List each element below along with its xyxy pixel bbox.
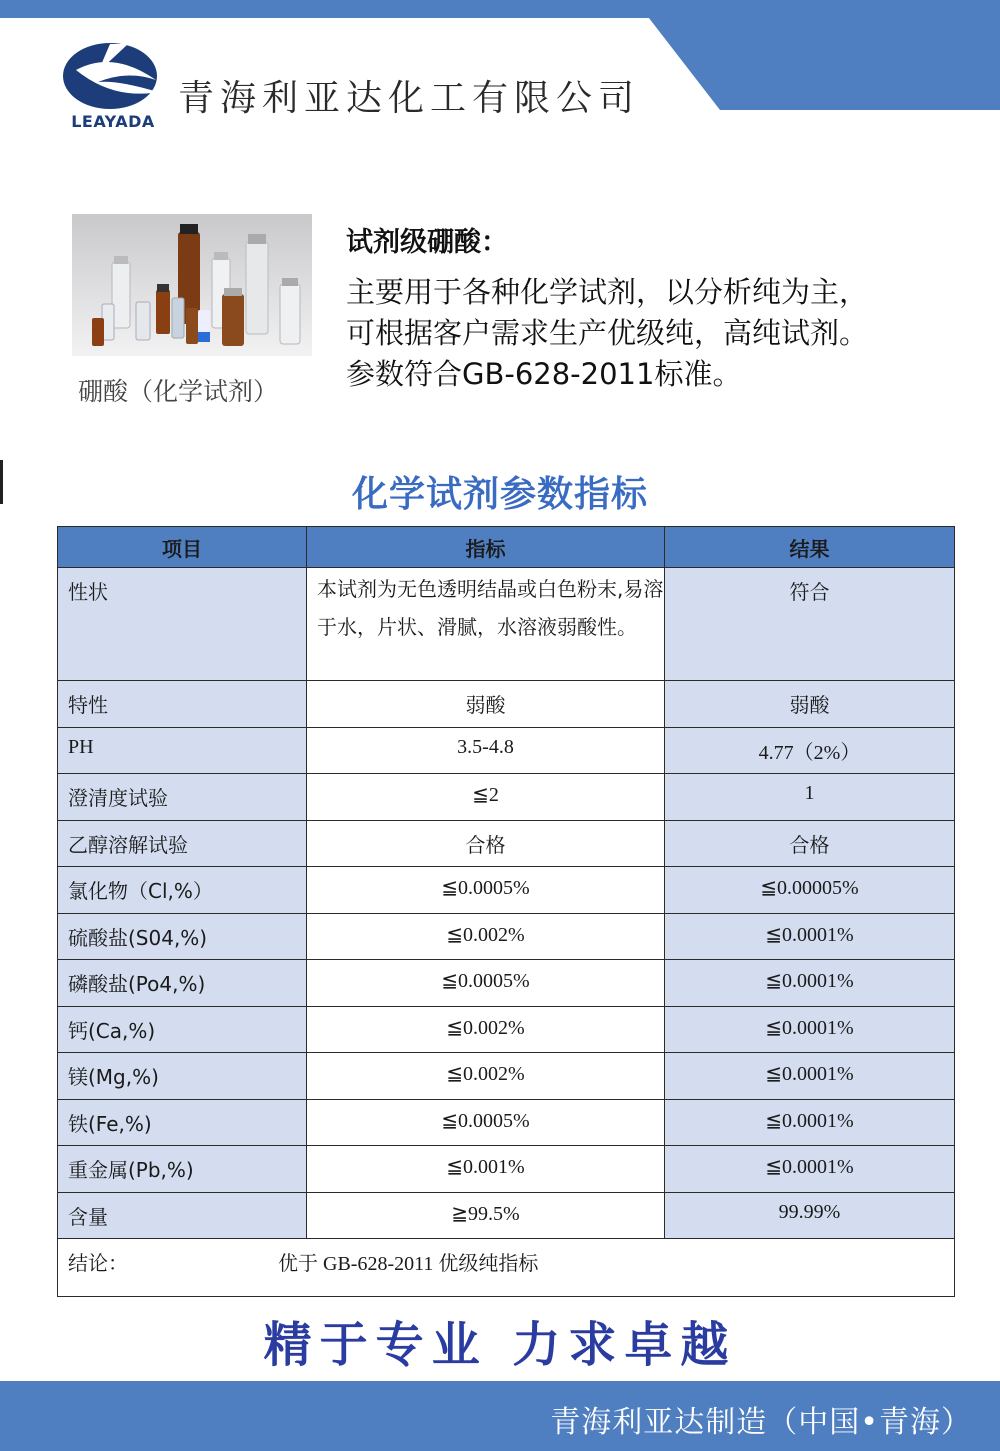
footer-banner bbox=[0, 1381, 1000, 1451]
item-cell: 磷酸盐(Po4,%) bbox=[58, 960, 307, 1007]
product-photo bbox=[72, 214, 312, 356]
conclusion-label: 结论： bbox=[68, 1251, 128, 1275]
spec-cell: ≦0.0005% bbox=[307, 867, 665, 914]
product-title: 试剂级硼酸： bbox=[346, 227, 508, 258]
section-title: 化学试剂参数指标 bbox=[351, 474, 648, 515]
footer-text: 青海利亚达制造（中国•青海） bbox=[550, 1405, 972, 1440]
spec-cell: ≦2 bbox=[307, 774, 665, 821]
table-row bbox=[58, 1099, 955, 1146]
spec-cell: ≦0.002% bbox=[307, 1053, 665, 1100]
result-cell: 4.77（2%） bbox=[665, 727, 955, 774]
table-header-row bbox=[58, 527, 955, 568]
spec-cell: ≧99.5% bbox=[307, 1192, 665, 1239]
spec-cell: 3.5-4.8 bbox=[307, 727, 665, 774]
item-cell: 含量 bbox=[58, 1192, 307, 1239]
product-description bbox=[346, 272, 986, 395]
table-row bbox=[58, 1146, 955, 1193]
column-header: 指标 bbox=[307, 527, 665, 568]
result-cell: 99.99% bbox=[665, 1192, 955, 1239]
item-cell: PH bbox=[58, 727, 307, 774]
glass-vials-icon bbox=[72, 214, 312, 356]
item-cell: 镁(Mg,%) bbox=[58, 1053, 307, 1100]
spec-cell: ≦0.002% bbox=[307, 1006, 665, 1053]
result-cell: 符合 bbox=[665, 568, 955, 681]
table-row bbox=[58, 913, 955, 960]
conclusion-cell bbox=[58, 1239, 955, 1297]
spec-cell: 合格 bbox=[307, 820, 665, 867]
result-cell: ≦0.0001% bbox=[665, 1099, 955, 1146]
spec-cell: ≦0.0005% bbox=[307, 960, 665, 1007]
table-row bbox=[58, 727, 955, 774]
company-name: 青海利亚达化工有限公司 bbox=[178, 78, 641, 119]
item-cell: 氯化物（Cl,%） bbox=[58, 867, 307, 914]
description-line: 主要用于各种化学试剂，以分析纯为主， bbox=[346, 275, 869, 309]
spec-cell: 本试剂为无色透明结晶或白色粉末,易溶于水，片状、滑腻，水溶液弱酸性。 bbox=[307, 568, 665, 681]
table-row bbox=[58, 774, 955, 821]
table-row bbox=[58, 1192, 955, 1239]
table-row bbox=[58, 568, 955, 681]
spec-cell: 弱酸 bbox=[307, 681, 665, 728]
column-header: 项目 bbox=[58, 527, 307, 568]
table-row bbox=[58, 960, 955, 1007]
result-cell: ≦0.0001% bbox=[665, 1053, 955, 1100]
table-row bbox=[58, 867, 955, 914]
table-row bbox=[58, 820, 955, 867]
description-line: 参数符合GB-628-2011标准。 bbox=[346, 357, 742, 391]
description-line: 可根据客户需求生产优级纯，高纯试剂。 bbox=[346, 316, 869, 350]
table-row bbox=[58, 1053, 955, 1100]
conclusion-value: 优于 GB-628-2011 优级纯指标 bbox=[278, 1253, 539, 1275]
logo-text: LEAYADA bbox=[71, 112, 155, 131]
result-cell: ≦0.0001% bbox=[665, 913, 955, 960]
item-cell: 硫酸盐(S04,%) bbox=[58, 913, 307, 960]
item-cell: 乙醇溶解试验 bbox=[58, 820, 307, 867]
item-cell: 钙(Ca,%) bbox=[58, 1006, 307, 1053]
spec-cell: ≦0.002% bbox=[307, 913, 665, 960]
table-row bbox=[58, 681, 955, 728]
item-cell: 重金属(Pb,%) bbox=[58, 1146, 307, 1193]
table-row bbox=[58, 1006, 955, 1053]
result-cell: ≦0.00005% bbox=[665, 867, 955, 914]
result-cell: 1 bbox=[665, 774, 955, 821]
item-cell: 性状 bbox=[58, 568, 307, 681]
photo-caption: 硼酸（化学试剂） bbox=[78, 377, 279, 406]
result-cell: ≦0.0001% bbox=[665, 960, 955, 1007]
result-cell: ≦0.0001% bbox=[665, 1006, 955, 1053]
result-cell: ≦0.0001% bbox=[665, 1146, 955, 1193]
spec-cell: ≦0.0005% bbox=[307, 1099, 665, 1146]
result-cell: 合格 bbox=[665, 820, 955, 867]
company-logo bbox=[58, 40, 168, 135]
slogan: 精于专业 力求卓越 bbox=[263, 1317, 737, 1373]
item-cell: 特性 bbox=[58, 681, 307, 728]
spec-table bbox=[57, 526, 954, 1297]
logo-emblem-icon bbox=[58, 40, 168, 112]
item-cell: 铁(Fe,%) bbox=[58, 1099, 307, 1146]
item-cell: 澄清度试验 bbox=[58, 774, 307, 821]
column-header: 结果 bbox=[665, 527, 955, 568]
spec-cell: ≦0.001% bbox=[307, 1146, 665, 1193]
conclusion-row bbox=[58, 1239, 955, 1297]
result-cell: 弱酸 bbox=[665, 681, 955, 728]
